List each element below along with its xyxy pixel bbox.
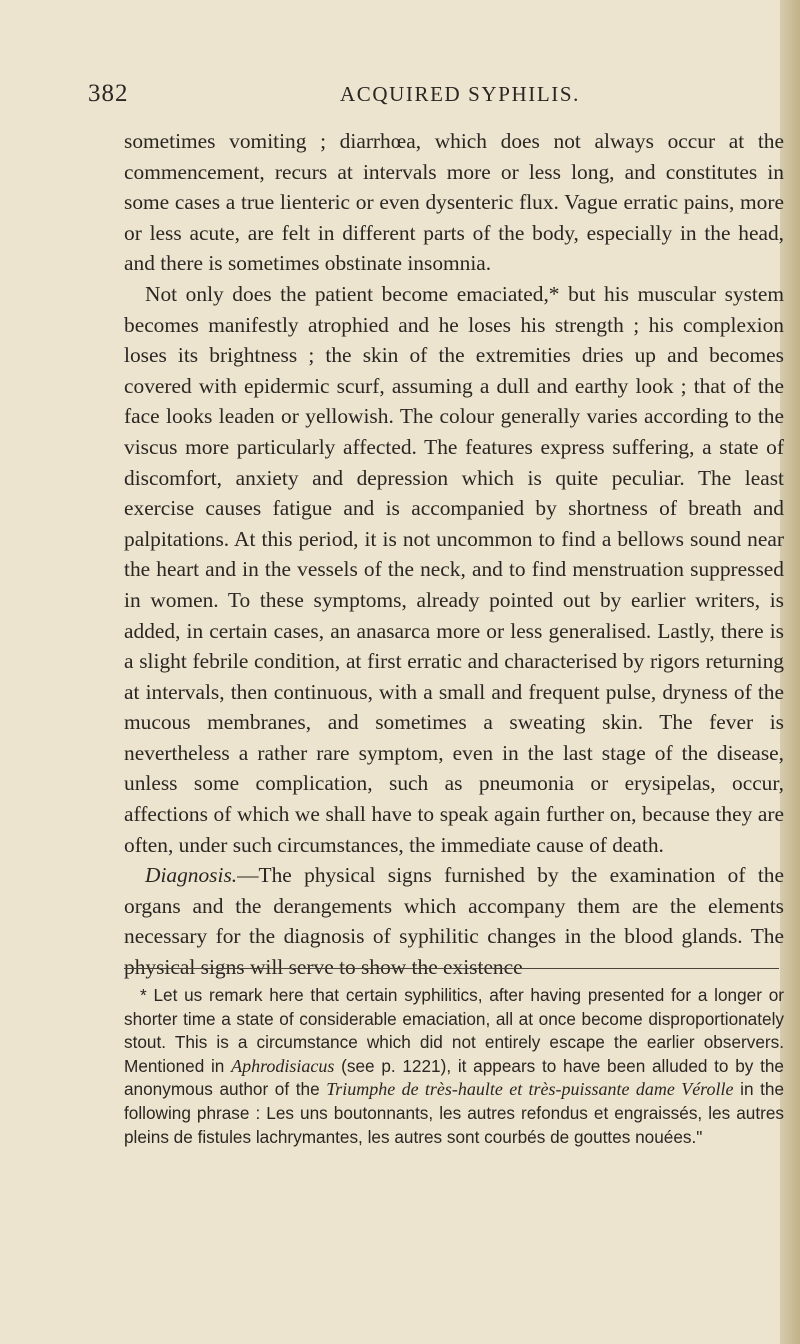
paragraph-3-text: —The physical signs furnished by the examination of the organs and the derangements which accompany them are the elements necessary for the diagnosis of syphilitic changes in the blood glands. The physical signs will serve to show the existence [124, 863, 784, 980]
page-number: 382 [88, 80, 129, 107]
running-head: ACQUIRED SYPHILIS. [340, 82, 580, 106]
footnote-part-3: in the following phrase : Les uns boutonnants, les autres refondus et engraissés, les autres pleins de fistules lachrymantes, les autres sont courbés de gouttes nouées." [124, 1079, 784, 1147]
footnote-part-1: * Let us remark here that certain syphilitics, after having presented for a longer or shorter time a state of considerable emaciation, all at once become disproportionately stout. This is a circumstance which did not entirely escape the earlier observers. Mentioned in [124, 985, 784, 1076]
footnote-rule [124, 968, 779, 969]
footnote-part-2: (see p. 1221), it appears to have been alluded to by the anonymous author of the [124, 1055, 784, 1100]
paragraph-2: Not only does the patient become emaciated,* but his muscular system becomes manifestly atrophied and he loses his strength ; his complexion loses its brightness ; the skin of the extremities dries up and becomes covered with epidermic scurf, assuming a dull and earthy look ; that of the face looks leaden or yellowish. The colour generally varies according to the viscus more particularly affected. The features express suffering, a state of discomfort, anxiety and depression which is quite peculiar. The least exercise causes fatigue and is accompanied by shortness of breath and palpitations. At this period, it is not uncommon to find a bellows sound near the heart and in the vessels of the neck, and to find menstruation suppressed in women. To these symptoms, already pointed out by earlier writers, is added, in certain cases, an anasarca more or less generalised. Lastly, there is a slight febrile condition, at first erratic and characterised by rigors returning at intervals, then continuous, with a small and frequent pulse, dryness of the mucous membranes, and sometimes a sweating skin. The fever is nevertheless a rather rare symptom, even in the last stage of the disease, unless some complication, such as pneumonia or erysipelas, occur, affections of which we shall have to speak again further on, because they are often, under such circumstances, the immediate cause of death. [124, 281, 784, 857]
paragraph-1: sometimes vomiting ; diarrhœa, which does not always occur at the commencement, recurs at intervals more or less long, and constitutes in some cases a true lienteric or even dysenteric flux. Vague erratic pains, more or less acute, are felt in different parts of the body, especially in the head, and there is sometimes obstinate insomnia. [124, 129, 784, 276]
footnote-ref-triumphe: Triumphe de très-haulte et très-puissante dame Vérolle [326, 1079, 734, 1100]
diagnosis-heading: Diagnosis. [145, 863, 238, 888]
paragraph-3 [124, 860, 784, 982]
footnote-ref-aphrodisiacus: Aphrodisiacus [231, 1055, 335, 1076]
body-text [124, 126, 784, 983]
footnote [124, 984, 784, 1149]
page-header [88, 80, 778, 112]
